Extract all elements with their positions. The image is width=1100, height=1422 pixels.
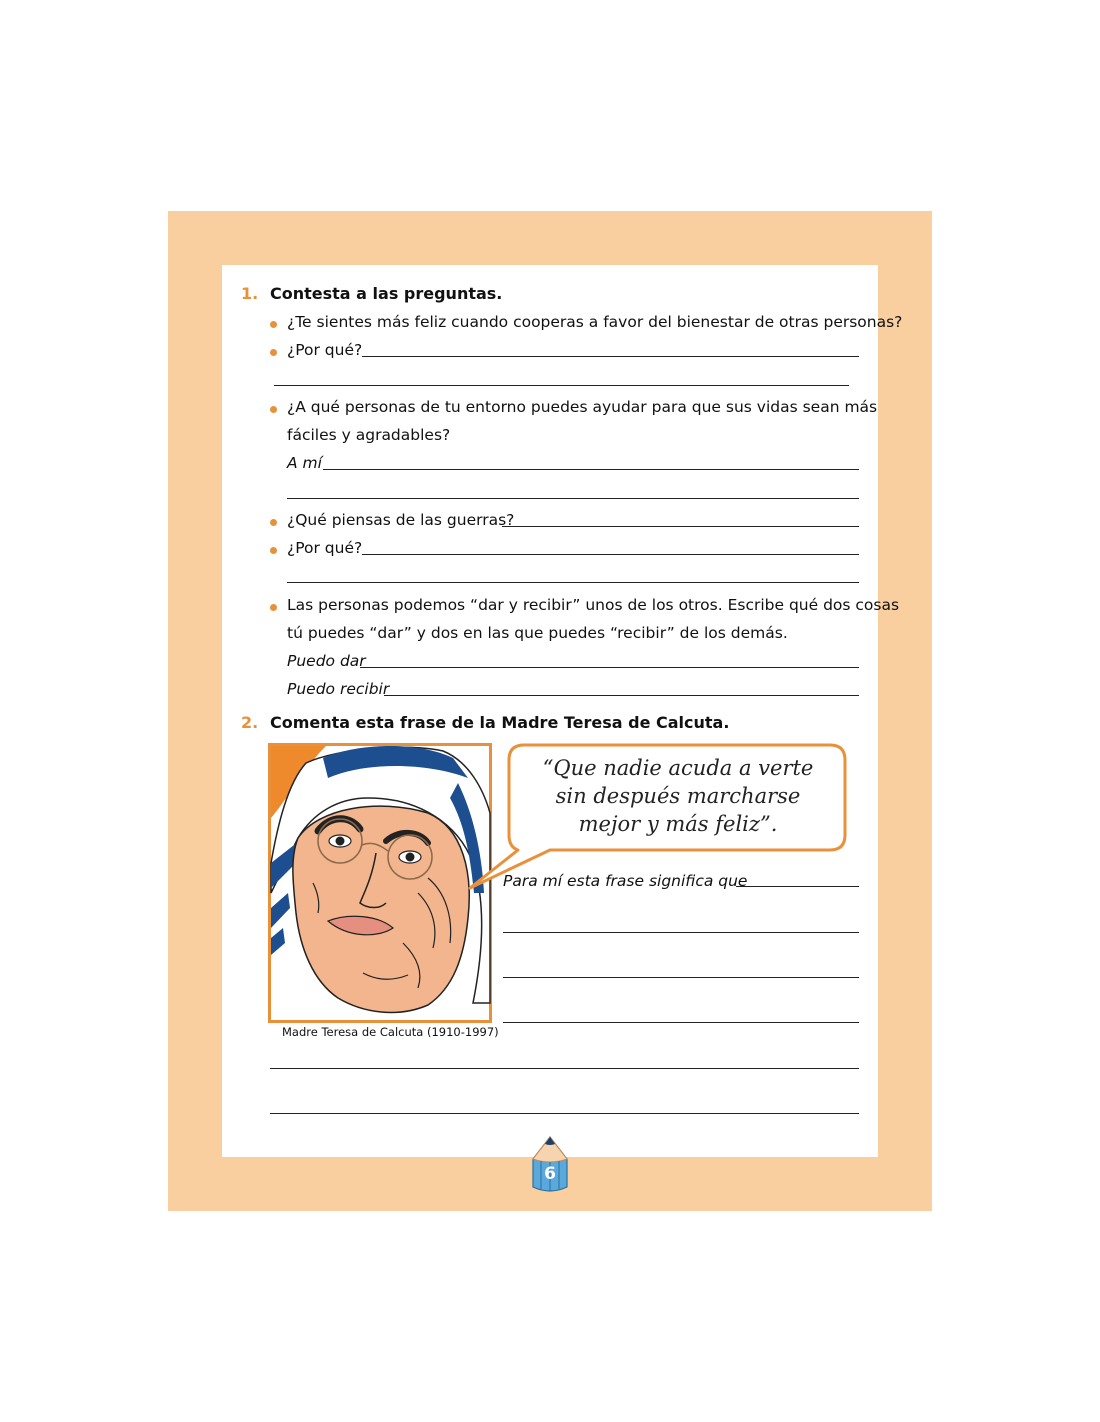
question-2-line-2: fáciles y agradables? — [287, 426, 451, 444]
answer-line[interactable] — [384, 695, 859, 696]
answer-line[interactable] — [503, 1022, 859, 1023]
question-1: ¿Te sientes más feliz cuando cooperas a favor del bienestar de otras personas? — [287, 313, 903, 331]
answer-line[interactable] — [360, 667, 859, 668]
portrait-caption: Madre Teresa de Calcuta (1910-1997) — [282, 1025, 499, 1039]
section-2-title: Comenta esta frase de la Madre Teresa de Calcuta. — [270, 713, 730, 732]
quote-line-2: sin después marcharse — [555, 784, 801, 808]
question-3-why: ¿Por qué? — [287, 539, 363, 557]
bullet-icon — [270, 406, 277, 413]
answer-line[interactable] — [503, 932, 859, 933]
page-number: 6 — [544, 1164, 556, 1184]
answer-line[interactable] — [503, 977, 859, 978]
bullet-icon — [270, 321, 277, 328]
receive-prompt: Puedo recibir — [287, 680, 390, 698]
answer-line[interactable] — [362, 356, 859, 357]
question-3: ¿Qué piensas de las guerras? — [287, 511, 515, 529]
bullet-icon — [270, 519, 277, 526]
question-4-line-1: Las personas podemos “dar y recibir” unos de los otros. Escribe qué dos cosas — [287, 596, 900, 614]
question-1-why: ¿Por qué? — [287, 341, 363, 359]
section-1-title: Contesta a las preguntas. — [270, 284, 503, 303]
bullet-icon — [270, 349, 277, 356]
answer-line[interactable] — [287, 582, 859, 583]
section-1-number: 1. — [241, 284, 259, 303]
answer-line[interactable] — [274, 385, 849, 386]
answer-line[interactable] — [287, 498, 859, 499]
question-2-prompt: A mí — [287, 454, 322, 472]
question-2-line-1: ¿A qué personas de tu entorno puedes ayudar para que sus vidas sean más — [287, 398, 878, 416]
answer-line[interactable] — [362, 554, 859, 555]
answer-line[interactable] — [323, 469, 859, 470]
section-2-number: 2. — [241, 713, 259, 732]
bullet-icon — [270, 547, 277, 554]
quote-line-3: mejor y más feliz”. — [578, 812, 778, 836]
meaning-prompt: Para mí esta frase significa que — [503, 872, 748, 890]
answer-line[interactable] — [270, 1068, 859, 1069]
answer-line[interactable] — [270, 1113, 859, 1114]
mother-teresa-portrait — [268, 743, 492, 1023]
give-prompt: Puedo dar — [287, 652, 366, 670]
question-4-line-2: tú puedes “dar” y dos en las que puedes “recibir” de los demás. — [287, 624, 788, 642]
answer-line[interactable] — [736, 886, 859, 887]
quote-line-1: “Que nadie acuda a verte — [542, 756, 814, 780]
answer-line[interactable] — [502, 526, 859, 527]
bullet-icon — [270, 604, 277, 611]
